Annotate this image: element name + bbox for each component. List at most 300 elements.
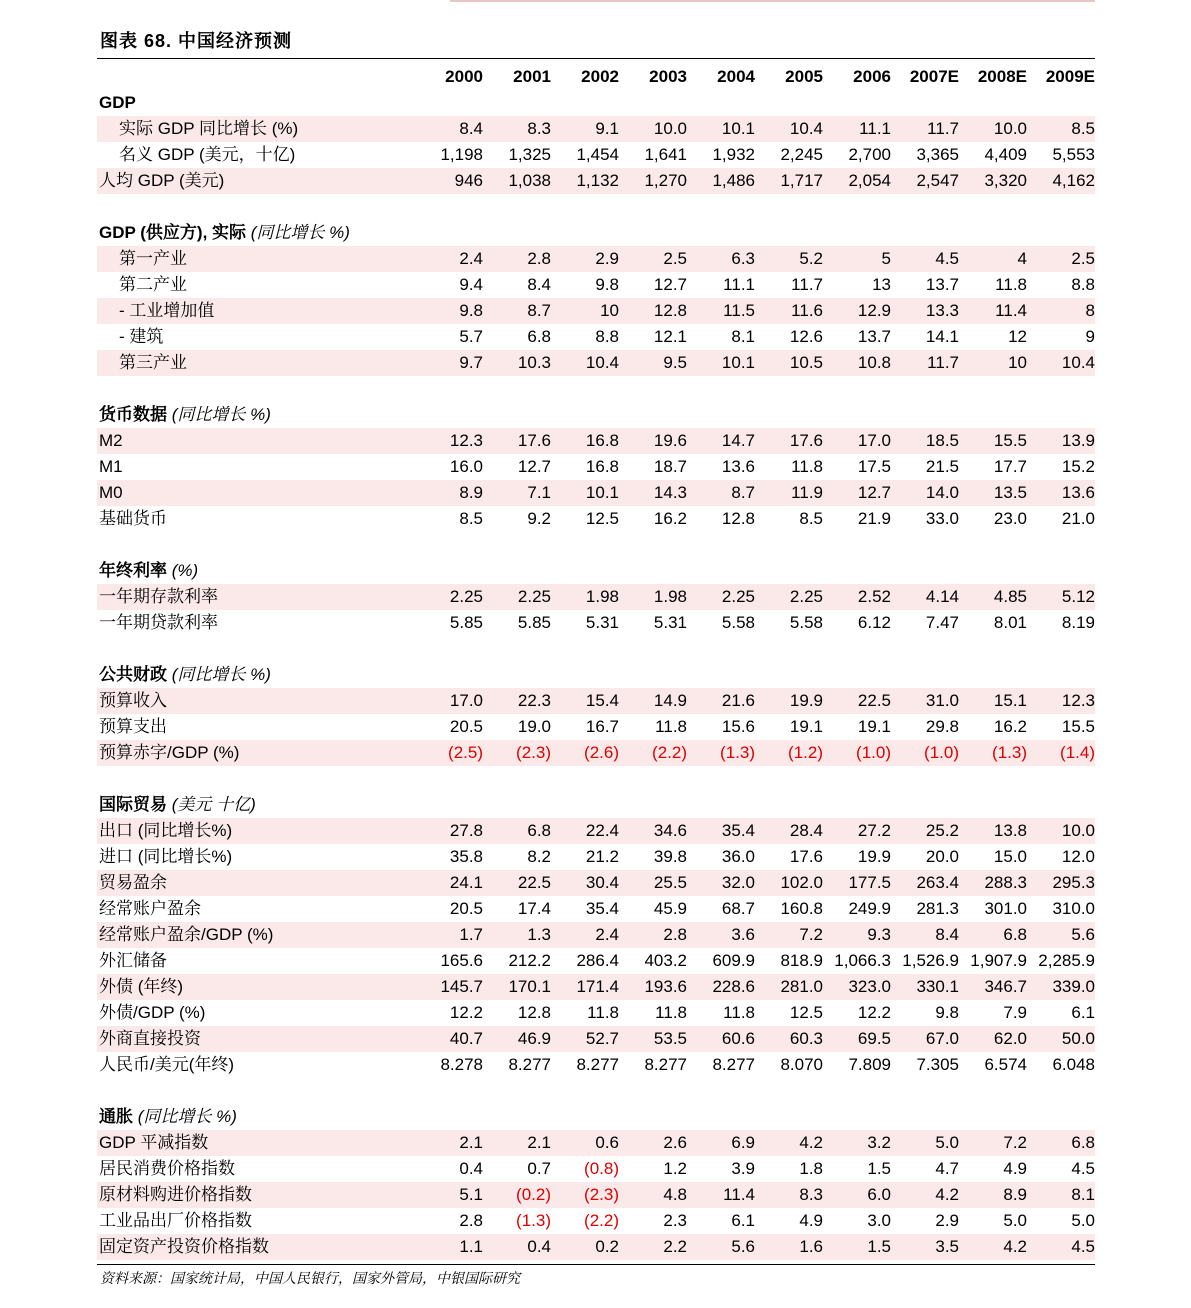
value-cell: (2.2) bbox=[619, 740, 687, 766]
value-cell: 10.1 bbox=[687, 350, 755, 376]
value-cell: 2.1 bbox=[483, 1130, 551, 1156]
table-row bbox=[97, 324, 1095, 350]
value-cell: 22.5 bbox=[823, 688, 891, 714]
value-cell: 17.0 bbox=[823, 428, 891, 454]
section-unit-note: (同比增长 %) bbox=[137, 1107, 237, 1126]
value-cell: 171.4 bbox=[551, 974, 619, 1000]
value-cell: 67.0 bbox=[891, 1026, 959, 1052]
value-cell: 5.85 bbox=[517, 613, 551, 632]
value-cell: 13.5 bbox=[959, 480, 1027, 506]
table-row bbox=[97, 818, 1095, 844]
value-cell: 249.9 bbox=[848, 899, 891, 918]
value-cell: 33.0 bbox=[925, 509, 959, 528]
value-cell: 18.5 bbox=[891, 428, 959, 454]
value-cell: 609.9 bbox=[712, 951, 755, 970]
value-cell: 7.2 bbox=[959, 1130, 1027, 1156]
row-label: 固定资产投资价格指数 bbox=[97, 1234, 415, 1260]
value-cell: 14.3 bbox=[619, 480, 687, 506]
row-label: 一年期存款利率 bbox=[97, 584, 415, 610]
value-cell: 2,054 bbox=[823, 168, 891, 194]
value-cell: 11.5 bbox=[687, 298, 755, 324]
value-cell: 5.1 bbox=[415, 1182, 483, 1208]
value-cell: 4,162 bbox=[1027, 168, 1095, 194]
value-cell: 5.85 bbox=[449, 613, 483, 632]
value-cell: 1.7 bbox=[415, 922, 483, 948]
value-cell: 12.7 bbox=[517, 457, 551, 476]
value-cell: 15.5 bbox=[1061, 717, 1095, 736]
value-cell: 2.4 bbox=[415, 246, 483, 272]
value-cell: 4,409 bbox=[984, 145, 1027, 164]
value-cell: 22.3 bbox=[483, 688, 551, 714]
value-cell: 228.6 bbox=[687, 974, 755, 1000]
value-cell: (0.8) bbox=[584, 1159, 619, 1178]
value-cell: 16.7 bbox=[585, 717, 619, 736]
section-label: 公共财政 bbox=[99, 665, 167, 684]
table-row bbox=[97, 480, 1095, 506]
spacer-cell bbox=[97, 766, 1095, 792]
row-label: 外汇储备 bbox=[99, 951, 167, 970]
value-cell: 9.8 bbox=[415, 298, 483, 324]
value-cell: 2.25 bbox=[755, 584, 823, 610]
value-cell: 2,245 bbox=[780, 145, 823, 164]
value-cell: 12.2 bbox=[449, 1003, 483, 1022]
value-cell: 9.4 bbox=[459, 275, 483, 294]
value-cell: (2.3) bbox=[551, 1182, 619, 1208]
value-cell: 10 bbox=[551, 298, 619, 324]
value-cell: 8.4 bbox=[527, 275, 551, 294]
value-cell: 9.3 bbox=[823, 922, 891, 948]
value-cell: 16.0 bbox=[449, 457, 483, 476]
value-cell: 5.58 bbox=[721, 613, 755, 632]
table-body bbox=[97, 90, 1095, 1260]
value-cell: 4.9 bbox=[1003, 1159, 1027, 1178]
value-cell: 27.2 bbox=[823, 818, 891, 844]
row-label: 经常账户盈余 bbox=[99, 899, 201, 918]
value-cell: 18.7 bbox=[653, 457, 687, 476]
value-cell: 7.1 bbox=[483, 480, 551, 506]
table-row bbox=[97, 974, 1095, 1000]
value-cell: 13.8 bbox=[959, 818, 1027, 844]
value-cell: 17.6 bbox=[483, 428, 551, 454]
value-cell: 10.0 bbox=[1027, 818, 1095, 844]
section-title bbox=[97, 662, 1095, 688]
value-cell: 11.9 bbox=[755, 480, 823, 506]
value-cell: 10.1 bbox=[551, 480, 619, 506]
column-header: 2006 bbox=[853, 67, 891, 86]
value-cell: 27.8 bbox=[415, 818, 483, 844]
value-cell: 8.5 bbox=[459, 509, 483, 528]
row-label: GDP 平减指数 bbox=[97, 1130, 415, 1156]
value-cell: 9 bbox=[1085, 327, 1095, 346]
table-row bbox=[97, 1182, 1095, 1208]
table-row bbox=[97, 948, 1095, 974]
value-cell: (1.3) bbox=[959, 740, 1027, 766]
value-cell: 17.6 bbox=[755, 428, 823, 454]
spacer-row bbox=[97, 532, 1095, 558]
section-unit-note: (美元 十亿) bbox=[171, 795, 256, 814]
section-header-row bbox=[97, 662, 1095, 688]
value-cell: 6.1 bbox=[731, 1211, 755, 1230]
value-cell: (0.2) bbox=[483, 1182, 551, 1208]
value-cell: 8.9 bbox=[415, 480, 483, 506]
value-cell: 11.8 bbox=[655, 1003, 687, 1022]
value-cell: 12.2 bbox=[857, 1003, 891, 1022]
value-cell: 10.8 bbox=[823, 350, 891, 376]
value-cell: 1,932 bbox=[712, 145, 755, 164]
row-label: M0 bbox=[97, 480, 415, 506]
value-cell: 31.0 bbox=[891, 688, 959, 714]
value-cell: 9.2 bbox=[527, 509, 551, 528]
column-header: 2009E bbox=[1045, 67, 1095, 86]
value-cell: 4.14 bbox=[891, 584, 959, 610]
value-cell: 177.5 bbox=[823, 870, 891, 896]
value-cell: 13 bbox=[872, 275, 891, 294]
value-cell: 8.277 bbox=[712, 1055, 755, 1074]
value-cell: 15.4 bbox=[551, 688, 619, 714]
table-row bbox=[97, 272, 1095, 298]
value-cell: 17.4 bbox=[517, 899, 551, 918]
table-row bbox=[97, 1234, 1095, 1260]
table-row bbox=[97, 1000, 1095, 1026]
value-cell: 1.8 bbox=[799, 1159, 823, 1178]
value-cell: 11.7 bbox=[791, 275, 823, 294]
table-row bbox=[97, 740, 1095, 766]
value-cell: 2.8 bbox=[619, 922, 687, 948]
row-label: 外商直接投资 bbox=[97, 1026, 415, 1052]
value-cell: 11.8 bbox=[723, 1003, 755, 1022]
value-cell: 193.6 bbox=[619, 974, 687, 1000]
table-bottom-rule bbox=[97, 1264, 1095, 1265]
value-cell: 16.8 bbox=[551, 428, 619, 454]
value-cell: (2.5) bbox=[415, 740, 483, 766]
value-cell: 22.5 bbox=[483, 870, 551, 896]
value-cell: 2.1 bbox=[415, 1130, 483, 1156]
value-cell: 6.12 bbox=[857, 613, 891, 632]
table-row bbox=[97, 1052, 1095, 1078]
value-cell: 1.1 bbox=[415, 1234, 483, 1260]
value-cell: 2.8 bbox=[459, 1211, 483, 1230]
economic-forecast-table bbox=[97, 64, 1095, 1260]
value-cell: 21.9 bbox=[857, 509, 891, 528]
value-cell: 12.3 bbox=[415, 428, 483, 454]
value-cell: 7.2 bbox=[755, 922, 823, 948]
value-cell: 286.4 bbox=[576, 951, 619, 970]
value-cell: 35.8 bbox=[449, 847, 483, 866]
value-cell: 1.2 bbox=[663, 1159, 687, 1178]
value-cell: 1.98 bbox=[551, 584, 619, 610]
value-cell: 11.1 bbox=[723, 275, 755, 294]
value-cell: 2,547 bbox=[891, 168, 959, 194]
value-cell: 8.278 bbox=[440, 1055, 483, 1074]
section-header-row bbox=[97, 558, 1095, 584]
value-cell: 5.58 bbox=[789, 613, 823, 632]
value-cell: 69.5 bbox=[823, 1026, 891, 1052]
value-cell: 339.0 bbox=[1027, 974, 1095, 1000]
value-cell: 14.1 bbox=[925, 327, 959, 346]
column-header: 2002 bbox=[581, 67, 619, 86]
spacer-cell bbox=[97, 636, 1095, 662]
value-cell: 3,365 bbox=[916, 145, 959, 164]
section-unit-note: (%) bbox=[171, 561, 199, 580]
value-cell: 52.7 bbox=[551, 1026, 619, 1052]
value-cell: 1,132 bbox=[551, 168, 619, 194]
row-label: 基础货币 bbox=[99, 509, 167, 528]
value-cell: 1.5 bbox=[867, 1159, 891, 1178]
value-cell: 40.7 bbox=[415, 1026, 483, 1052]
value-cell: 2.5 bbox=[1027, 246, 1095, 272]
value-cell: 1,198 bbox=[440, 145, 483, 164]
spacer-row bbox=[97, 194, 1095, 220]
value-cell: 8.070 bbox=[780, 1055, 823, 1074]
value-cell: 2.2 bbox=[619, 1234, 687, 1260]
value-cell: 5.0 bbox=[1003, 1211, 1027, 1230]
value-cell: 34.6 bbox=[619, 818, 687, 844]
spacer-row bbox=[97, 376, 1095, 402]
row-label: 一年期贷款利率 bbox=[99, 613, 218, 632]
value-cell: 8 bbox=[1027, 298, 1095, 324]
value-cell: 12.7 bbox=[653, 275, 687, 294]
value-cell: 4.9 bbox=[799, 1211, 823, 1230]
table-row bbox=[97, 1208, 1095, 1234]
table-row bbox=[97, 1130, 1095, 1156]
row-label: 原材料购进价格指数 bbox=[97, 1182, 415, 1208]
spacer-row bbox=[97, 1078, 1095, 1104]
table-row bbox=[97, 350, 1095, 376]
value-cell: 5.0 bbox=[891, 1130, 959, 1156]
header-label-cell bbox=[97, 64, 415, 90]
value-cell: 5.31 bbox=[653, 613, 687, 632]
value-cell: (1.2) bbox=[755, 740, 823, 766]
value-cell: 46.9 bbox=[483, 1026, 551, 1052]
section-label: 通胀 bbox=[99, 1107, 133, 1126]
value-cell: 5.2 bbox=[755, 246, 823, 272]
spacer-cell bbox=[97, 194, 1095, 220]
value-cell: 8.4 bbox=[891, 922, 959, 948]
table-row bbox=[97, 298, 1095, 324]
value-cell: 1,325 bbox=[508, 145, 551, 164]
value-cell: 19.1 bbox=[857, 717, 891, 736]
row-label: 外债 (年终) bbox=[97, 974, 415, 1000]
spacer-row bbox=[97, 766, 1095, 792]
value-cell: 13.3 bbox=[891, 298, 959, 324]
section-label: 国际贸易 bbox=[99, 795, 167, 814]
section-title bbox=[97, 558, 1095, 584]
value-cell: 1.3 bbox=[483, 922, 551, 948]
value-cell: 10.4 bbox=[551, 350, 619, 376]
value-cell: 1,486 bbox=[687, 168, 755, 194]
value-cell: 1,066.3 bbox=[834, 951, 891, 970]
value-cell: 1,907.9 bbox=[970, 951, 1027, 970]
value-cell: 8.5 bbox=[1027, 116, 1095, 142]
value-cell: 20.5 bbox=[449, 899, 483, 918]
page-title: 图表 68. 中国经济预测 bbox=[100, 31, 293, 51]
value-cell: 2,700 bbox=[848, 145, 891, 164]
value-cell: 5.0 bbox=[1071, 1211, 1095, 1230]
value-cell: 2.9 bbox=[551, 246, 619, 272]
value-cell: 11.6 bbox=[755, 298, 823, 324]
value-cell: 6.8 bbox=[483, 818, 551, 844]
value-cell: 310.0 bbox=[1052, 899, 1095, 918]
table-row bbox=[97, 896, 1095, 922]
section-label: 年终利率 bbox=[99, 561, 167, 580]
value-cell: 9.8 bbox=[935, 1003, 959, 1022]
section-title bbox=[97, 220, 1095, 246]
value-cell: 9.8 bbox=[595, 275, 619, 294]
row-label: 工业品出厂价格指数 bbox=[99, 1211, 252, 1230]
spacer-cell bbox=[97, 376, 1095, 402]
header-row bbox=[97, 64, 1095, 90]
table-row bbox=[97, 454, 1095, 480]
table-row bbox=[97, 1156, 1095, 1182]
section-title bbox=[97, 402, 1095, 428]
section-header-row bbox=[97, 792, 1095, 818]
row-label: 居民消费价格指数 bbox=[99, 1159, 235, 1178]
value-cell: 21.5 bbox=[925, 457, 959, 476]
value-cell: 4.2 bbox=[959, 1234, 1027, 1260]
value-cell: 10.1 bbox=[687, 116, 755, 142]
value-cell: 15.1 bbox=[959, 688, 1027, 714]
value-cell: 19.9 bbox=[755, 688, 823, 714]
table-top-rule bbox=[97, 58, 1095, 59]
value-cell: 2.25 bbox=[687, 584, 755, 610]
value-cell: 9.5 bbox=[619, 350, 687, 376]
column-header: 2004 bbox=[717, 67, 755, 86]
value-cell: 330.1 bbox=[891, 974, 959, 1000]
row-label: 第一产业 bbox=[97, 246, 415, 272]
value-cell: 8.19 bbox=[1061, 613, 1095, 632]
column-header: 2007E bbox=[909, 67, 959, 86]
value-cell: 6.048 bbox=[1052, 1055, 1095, 1074]
value-cell: 11.8 bbox=[791, 457, 823, 476]
table-row bbox=[97, 688, 1095, 714]
value-cell: 2.52 bbox=[823, 584, 891, 610]
value-cell: 263.4 bbox=[891, 870, 959, 896]
value-cell: 8.277 bbox=[508, 1055, 551, 1074]
value-cell: 403.2 bbox=[644, 951, 687, 970]
value-cell: 2.8 bbox=[483, 246, 551, 272]
value-cell: 20.0 bbox=[925, 847, 959, 866]
value-cell: 17.0 bbox=[415, 688, 483, 714]
section-label: GDP (供应方), 实际 bbox=[99, 223, 247, 242]
value-cell: 212.2 bbox=[508, 951, 551, 970]
value-cell: 1,717 bbox=[755, 168, 823, 194]
value-cell: 12.5 bbox=[585, 509, 619, 528]
value-cell: 946 bbox=[415, 168, 483, 194]
section-header-row bbox=[97, 90, 1095, 116]
value-cell: 1,526.9 bbox=[902, 951, 959, 970]
value-cell: 13.7 bbox=[925, 275, 959, 294]
value-cell: (2.3) bbox=[483, 740, 551, 766]
value-cell: (2.6) bbox=[551, 740, 619, 766]
row-label: 进口 (同比增长%) bbox=[99, 847, 233, 866]
value-cell: 8.9 bbox=[959, 1182, 1027, 1208]
row-label: 预算收入 bbox=[97, 688, 415, 714]
value-cell: 5 bbox=[823, 246, 891, 272]
value-cell: 8.3 bbox=[755, 1182, 823, 1208]
value-cell: 5.12 bbox=[1027, 584, 1095, 610]
value-cell: 6.8 bbox=[959, 922, 1027, 948]
section-title bbox=[97, 90, 1095, 116]
section-title bbox=[97, 1104, 1095, 1130]
value-cell: 0.4 bbox=[459, 1159, 483, 1178]
value-cell: 7.9 bbox=[1003, 1003, 1027, 1022]
value-cell: 29.8 bbox=[925, 717, 959, 736]
value-cell: 145.7 bbox=[415, 974, 483, 1000]
value-cell: 4.5 bbox=[1027, 1234, 1095, 1260]
value-cell: 6.574 bbox=[984, 1055, 1027, 1074]
value-cell: 62.0 bbox=[959, 1026, 1027, 1052]
value-cell: 8.3 bbox=[483, 116, 551, 142]
value-cell: 21.2 bbox=[585, 847, 619, 866]
value-cell: 8.4 bbox=[415, 116, 483, 142]
value-cell: 1,038 bbox=[483, 168, 551, 194]
column-header: 2000 bbox=[445, 67, 483, 86]
row-label: 第二产业 bbox=[119, 275, 187, 294]
value-cell: 2.25 bbox=[415, 584, 483, 610]
row-label: 出口 (同比增长%) bbox=[97, 818, 415, 844]
value-cell: 9.7 bbox=[415, 350, 483, 376]
value-cell: 8.5 bbox=[799, 509, 823, 528]
value-cell: 102.0 bbox=[755, 870, 823, 896]
row-label: - 建筑 bbox=[119, 327, 164, 346]
section-unit-note: (同比增长 %) bbox=[250, 223, 350, 242]
row-label: 实际 GDP 同比增长 (%) bbox=[97, 116, 415, 142]
section-unit-note: (同比增长 %) bbox=[171, 405, 271, 424]
value-cell: 12.8 bbox=[721, 509, 755, 528]
value-cell: 20.5 bbox=[449, 717, 483, 736]
value-cell: 4 bbox=[959, 246, 1027, 272]
value-cell: 1.5 bbox=[823, 1234, 891, 1260]
row-label: 人民币/美元(年终) bbox=[99, 1055, 235, 1074]
value-cell: 8.277 bbox=[644, 1055, 687, 1074]
value-cell: 15.5 bbox=[959, 428, 1027, 454]
value-cell: 1,454 bbox=[576, 145, 619, 164]
value-cell: 11.7 bbox=[891, 116, 959, 142]
value-cell: 170.1 bbox=[483, 974, 551, 1000]
value-cell: 17.7 bbox=[993, 457, 1027, 476]
value-cell: 60.3 bbox=[755, 1026, 823, 1052]
value-cell: 6.8 bbox=[527, 327, 551, 346]
value-cell: 8.1 bbox=[1027, 1182, 1095, 1208]
value-cell: 323.0 bbox=[823, 974, 891, 1000]
value-cell: 16.8 bbox=[585, 457, 619, 476]
table-row bbox=[97, 142, 1095, 168]
spacer-row bbox=[97, 636, 1095, 662]
value-cell: 11.4 bbox=[959, 298, 1027, 324]
value-cell: 4.5 bbox=[891, 246, 959, 272]
section-label: GDP bbox=[99, 93, 136, 112]
row-label: 贸易盈余 bbox=[97, 870, 415, 896]
table-row bbox=[97, 246, 1095, 272]
value-cell: 3.9 bbox=[731, 1159, 755, 1178]
value-cell: 3.2 bbox=[823, 1130, 891, 1156]
table-row bbox=[97, 168, 1095, 194]
value-cell: 10 bbox=[959, 350, 1027, 376]
section-header-row bbox=[97, 220, 1095, 246]
value-cell: 12 bbox=[1008, 327, 1027, 346]
value-cell: 6.0 bbox=[823, 1182, 891, 1208]
table-row bbox=[97, 428, 1095, 454]
value-cell: 4.7 bbox=[935, 1159, 959, 1178]
row-label: 名义 GDP (美元，十亿) bbox=[119, 145, 296, 164]
value-cell: 281.0 bbox=[755, 974, 823, 1000]
row-label: 外债/GDP (%) bbox=[99, 1003, 206, 1022]
table-row bbox=[97, 714, 1095, 740]
value-cell: 19.9 bbox=[857, 847, 891, 866]
table-row bbox=[97, 1026, 1095, 1052]
value-cell: 8.2 bbox=[527, 847, 551, 866]
table-row bbox=[97, 116, 1095, 142]
